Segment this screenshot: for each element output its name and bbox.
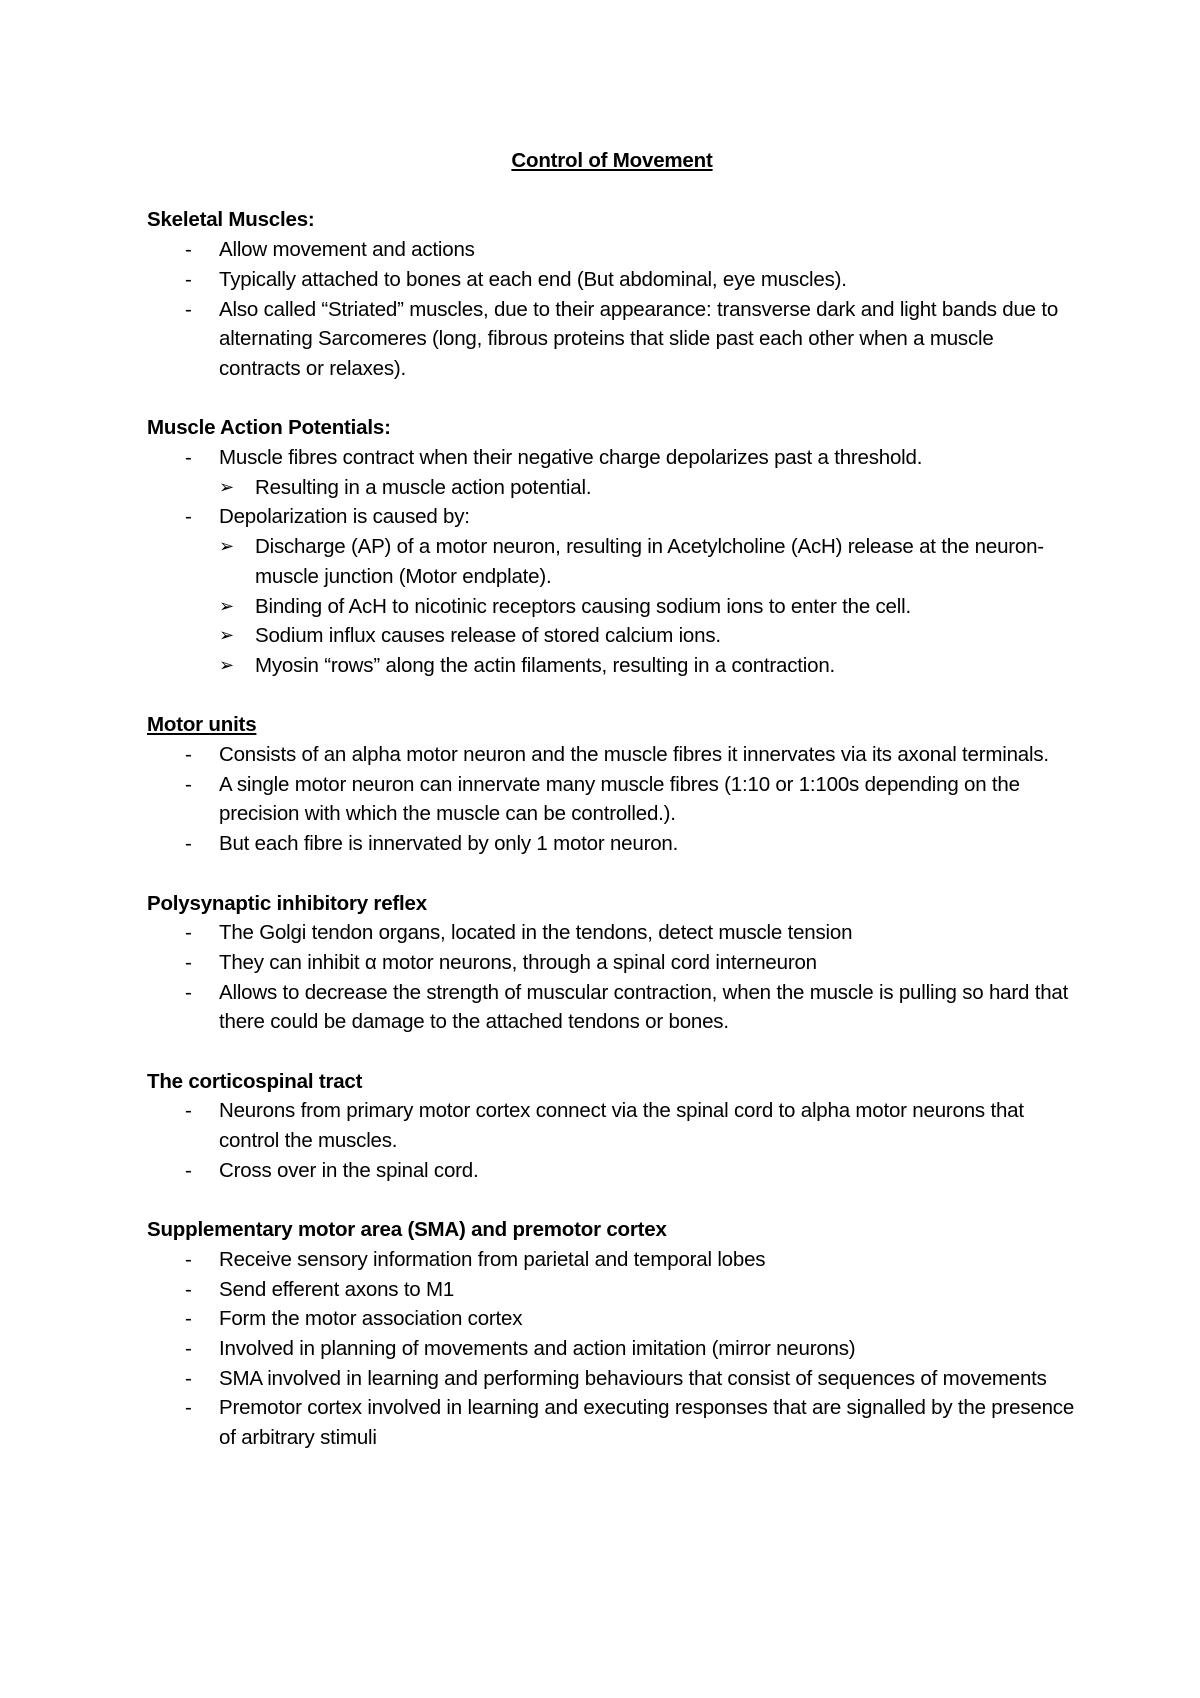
- dash-bullet-icon: -: [185, 1247, 192, 1271]
- list-item: [147, 1156, 1077, 1186]
- dash-bullet-icon: -: [185, 297, 192, 321]
- list-item-text: SMA involved in learning and performing behaviours that consist of sequences of movements: [219, 1366, 1047, 1390]
- bullet-list: [147, 1096, 1077, 1185]
- section-supplementary-motor-area: [147, 1215, 1077, 1453]
- list-item: [147, 978, 1077, 1037]
- arrow-bullet-icon: ➢: [219, 595, 234, 616]
- list-item-text: Premotor cortex involved in learning and executing responses that are signalled by the presence of arbitrary stimuli: [219, 1396, 1075, 1450]
- list-item-text: Send efferent axons to M1: [219, 1277, 455, 1301]
- list-item-text: A single motor neuron can innervate many muscle fibres (1:10 or 1:100s depending on the precision with which the muscle can be controlled.).: [219, 772, 1020, 826]
- sub-list-item: [219, 473, 1077, 503]
- dash-bullet-icon: -: [185, 980, 192, 1004]
- dash-bullet-icon: -: [185, 772, 192, 796]
- arrow-bullet-icon: ➢: [219, 654, 234, 675]
- list-item: [147, 443, 1077, 502]
- list-item: [147, 1275, 1077, 1305]
- dash-bullet-icon: -: [185, 1158, 192, 1182]
- list-item: [147, 948, 1077, 978]
- bullet-list: [147, 235, 1077, 384]
- list-item-text: Consists of an alpha motor neuron and the muscle fibres it innervates via its axonal terminals.: [219, 743, 1049, 767]
- dash-bullet-icon: -: [185, 446, 192, 469]
- dash-bullet-icon: -: [185, 1099, 192, 1123]
- section-heading: Skeletal Muscles:: [147, 208, 315, 232]
- list-item: [147, 1393, 1077, 1452]
- sub-list-item: [219, 592, 1077, 622]
- sub-bullet-list: [219, 473, 1077, 503]
- list-item: [147, 829, 1077, 859]
- list-item-text: Depolarization is caused by:: [219, 505, 470, 529]
- list-item-text: Muscle fibres contract when their negative charge depolarizes past a threshold.: [219, 446, 923, 469]
- section-skeletal-muscles: [147, 205, 1077, 383]
- dash-bullet-icon: -: [185, 743, 192, 767]
- list-item: [147, 770, 1077, 829]
- section-heading: Motor units: [147, 713, 257, 737]
- list-item: [147, 265, 1077, 295]
- section-heading: Supplementary motor area (SMA) and premotor cortex: [147, 1218, 667, 1242]
- list-item-text: Form the motor association cortex: [219, 1307, 523, 1331]
- list-item-text: Allows to decrease the strength of muscular contraction, when the muscle is pulling so hard that there could be damage to the attached tendons or bones.: [219, 980, 1069, 1034]
- section-heading: The corticospinal tract: [147, 1069, 363, 1093]
- list-item-text: Involved in planning of movements and action imitation (mirror neurons): [219, 1337, 856, 1361]
- sub-list-item: [219, 651, 1077, 681]
- document-page: [147, 146, 1077, 1483]
- arrow-bullet-icon: ➢: [219, 625, 234, 646]
- section-corticospinal-tract: [147, 1067, 1077, 1186]
- list-item: [147, 1334, 1077, 1364]
- page-title: Control of Movement: [511, 149, 713, 172]
- sub-list-item-text: Binding of AcH to nicotinic receptors causing sodium ions to enter the cell.: [255, 594, 911, 618]
- sub-list-item-text: Myosin “rows” along the actin filaments, resulting in a contraction.: [255, 653, 836, 677]
- section-heading: Polysynaptic inhibitory reflex: [147, 891, 427, 915]
- list-item: [147, 1096, 1077, 1155]
- sub-list-item-text: Sodium influx causes release of stored calcium ions.: [255, 624, 721, 648]
- list-item-text: Allow movement and actions: [219, 238, 475, 262]
- list-item: [147, 502, 1077, 680]
- list-item-text: Also called “Striated” muscles, due to their appearance: transverse dark and light bands due to alternating Sarcomeres (long, fibrous proteins that slide past each other when a muscle contracts or relaxes).: [219, 297, 1059, 380]
- dash-bullet-icon: -: [185, 832, 192, 856]
- list-item: [147, 1245, 1077, 1275]
- list-item-text: Receive sensory information from parietal and temporal lobes: [219, 1247, 766, 1271]
- list-item-text: They can inhibit α motor neurons, through a spinal cord interneuron: [219, 950, 817, 974]
- list-item: [147, 295, 1077, 384]
- sub-bullet-list: [219, 532, 1077, 681]
- sub-list-item: [219, 532, 1077, 591]
- dash-bullet-icon: -: [185, 950, 192, 974]
- dash-bullet-icon: -: [185, 505, 192, 529]
- dash-bullet-icon: -: [185, 1307, 192, 1331]
- list-item-text: Cross over in the spinal cord.: [219, 1158, 479, 1182]
- arrow-bullet-icon: ➢: [219, 536, 234, 557]
- bullet-list: [147, 443, 1077, 681]
- dash-bullet-icon: -: [185, 1277, 192, 1301]
- dash-bullet-icon: -: [185, 1366, 192, 1390]
- list-item: [147, 918, 1077, 948]
- section-muscle-action-potentials: [147, 413, 1077, 680]
- bullet-list: [147, 740, 1077, 859]
- list-item-text: But each fibre is innervated by only 1 motor neuron.: [219, 832, 679, 856]
- list-item: [147, 1304, 1077, 1334]
- list-item: [147, 740, 1077, 770]
- dash-bullet-icon: -: [185, 921, 192, 945]
- list-item: [147, 1364, 1077, 1394]
- arrow-bullet-icon: ➢: [219, 476, 234, 497]
- section-polysynaptic-reflex: [147, 889, 1077, 1038]
- list-item-text: Typically attached to bones at each end (But abdominal, eye muscles).: [219, 267, 847, 291]
- sub-list-item-text: Resulting in a muscle action potential.: [255, 475, 592, 499]
- bullet-list: [147, 1245, 1077, 1453]
- dash-bullet-icon: -: [185, 267, 192, 291]
- dash-bullet-icon: -: [185, 1337, 192, 1361]
- bullet-list: [147, 918, 1077, 1037]
- list-item-text: Neurons from primary motor cortex connect via the spinal cord to alpha motor neurons that control the muscles.: [219, 1099, 1024, 1153]
- list-item: [147, 235, 1077, 265]
- list-item-text: The Golgi tendon organs, located in the tendons, detect muscle tension: [219, 921, 853, 945]
- dash-bullet-icon: -: [185, 238, 192, 262]
- dash-bullet-icon: -: [185, 1396, 192, 1420]
- section-heading: Muscle Action Potentials:: [147, 416, 391, 440]
- sub-list-item: [219, 621, 1077, 651]
- section-motor-units: [147, 710, 1077, 859]
- sub-list-item-text: Discharge (AP) of a motor neuron, resulting in Acetylcholine (AcH) release at the neuron-muscle junction (Motor endplate).: [255, 535, 1044, 588]
